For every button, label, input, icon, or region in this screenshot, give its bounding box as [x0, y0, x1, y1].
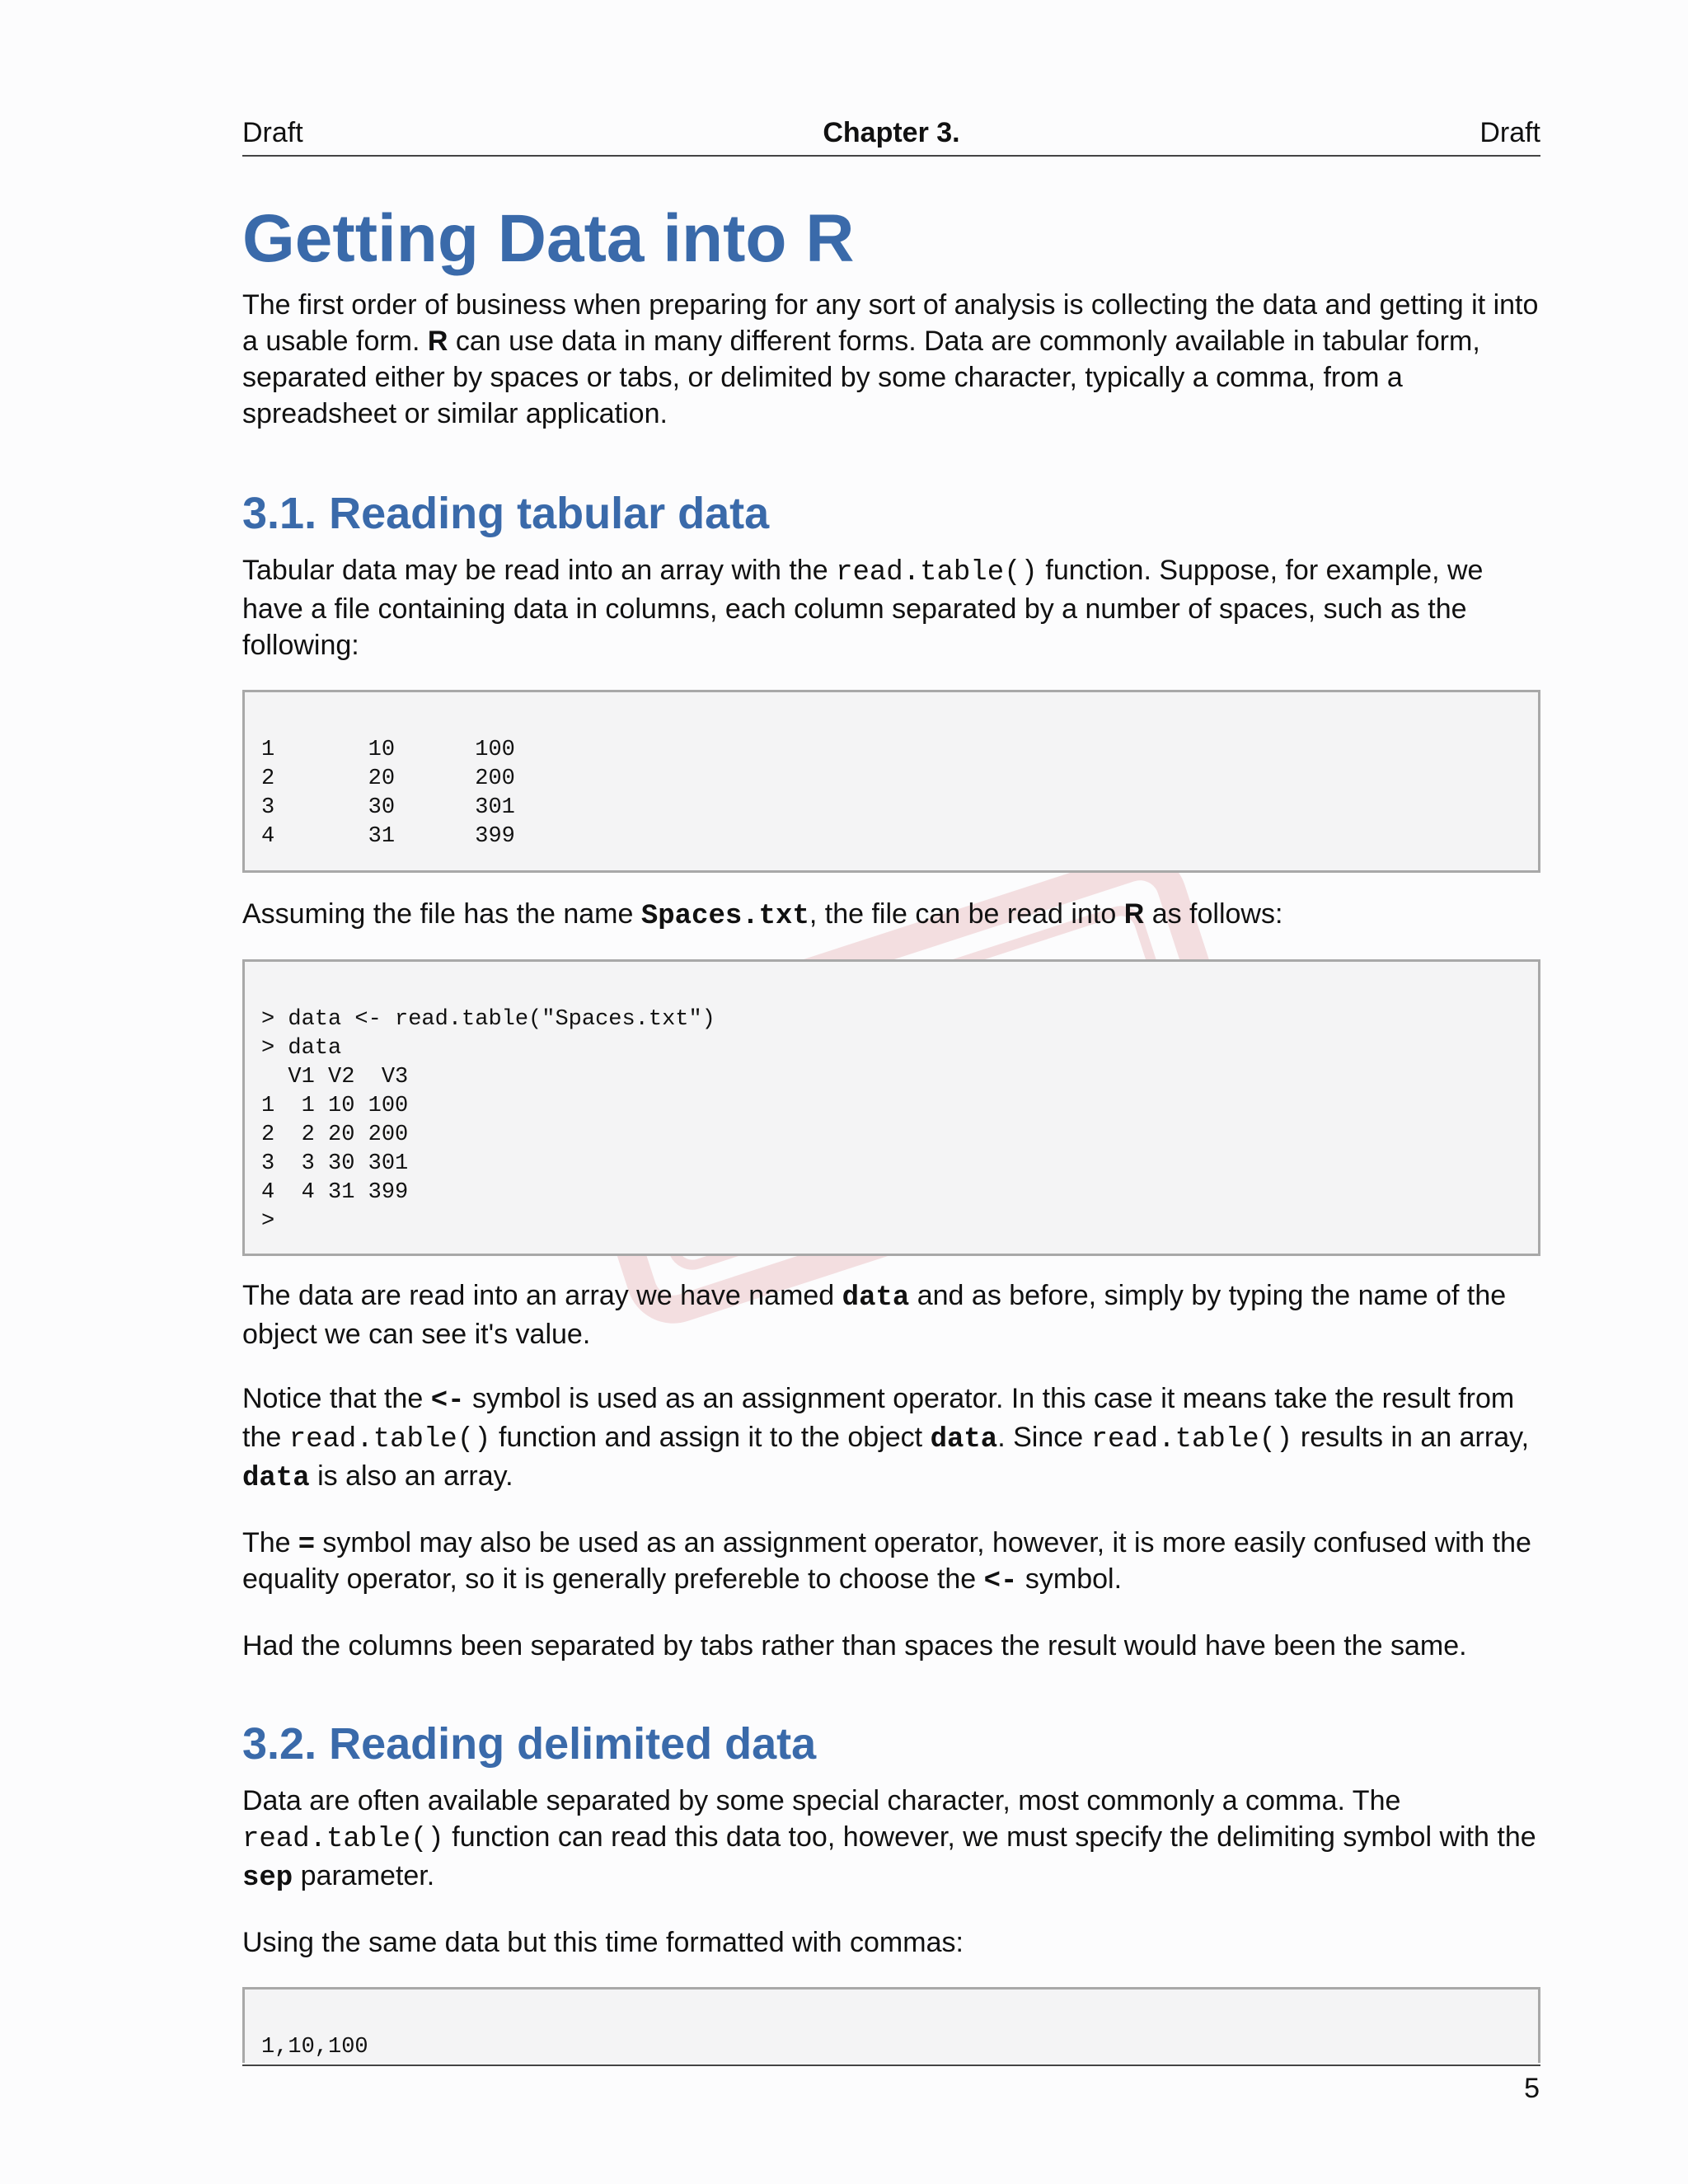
section1-paragraph-5: The = symbol may also be used as an assignment operator, however, it is more easily confused with the equality operator, so it is generally prefereble to choose the <- symbol. [242, 1527, 1531, 1597]
section1-paragraph-3: The data are read into an array we have named data and as before, simply by typing the name of the object we can see it's value. [242, 1280, 1507, 1350]
running-header [242, 115, 1540, 157]
section-heading-1: 3.1. Reading tabular data [242, 489, 770, 538]
footer-rule [242, 2064, 1540, 2066]
section1-paragraph-2: Assuming the file has the name Spaces.txt, the file can be read into R as follows: [242, 898, 1283, 932]
section1-paragraph-4: Notice that the <- symbol is used as an assignment operator. In this case it means take the result from the read.table() function and assign it to the object data. Since read.table() results in an array, data is also an array. [242, 1383, 1530, 1494]
section2-paragraph-2: Using the same data but this time formatted with commas: [242, 1927, 964, 1958]
inline-code: read.table() [836, 557, 1038, 588]
header-right: Draft [1479, 117, 1540, 148]
section1-paragraph-6: Had the columns been separated by tabs rather than spaces the result would have been the same. [242, 1630, 1467, 1661]
header-chapter: Chapter 3. [823, 117, 960, 148]
file-name: Spaces.txt [640, 901, 809, 932]
code-block-commas: 1,10,100 [242, 1987, 1540, 2063]
page-number: 5 [1524, 2073, 1540, 2104]
main-content [242, 198, 1540, 2063]
header-left: Draft [242, 117, 303, 148]
section2-paragraph-1: Data are often available separated by some special character, most commonly a comma. The read.table() function can read this data too, however, we must specify the delimiting symbol with the sep parameter. [242, 1785, 1536, 1894]
code-block-spaces-file: 1 10 100 2 20 200 3 30 301 4 31 399 [242, 690, 1540, 873]
section-heading-2: 3.2. Reading delimited data [242, 1719, 817, 1769]
intro-paragraph: The first order of business when preparing for any sort of analysis is collecting the data and getting it into a usable form. R can use data in many different forms. Data are commonly available in tabular form, separated either by spaces or tabs, or delimited by some character, typically a comma, from a spreadsheet or similar application. [242, 289, 1539, 429]
section1-paragraph-1: Tabular data may be read into an array with the read.table() function. Suppose, for example, we have a file containing data in columns, each column separated by a number of spaces, such as the following: [242, 555, 1484, 661]
chapter-title: Getting Data into R [242, 201, 855, 276]
code-block-read-table: > data <- read.table("Spaces.txt") > data V1 V2 V3 1 1 10 100 2 2 20 200 3 3 30 301 4 4 31 399 > [242, 959, 1540, 1256]
